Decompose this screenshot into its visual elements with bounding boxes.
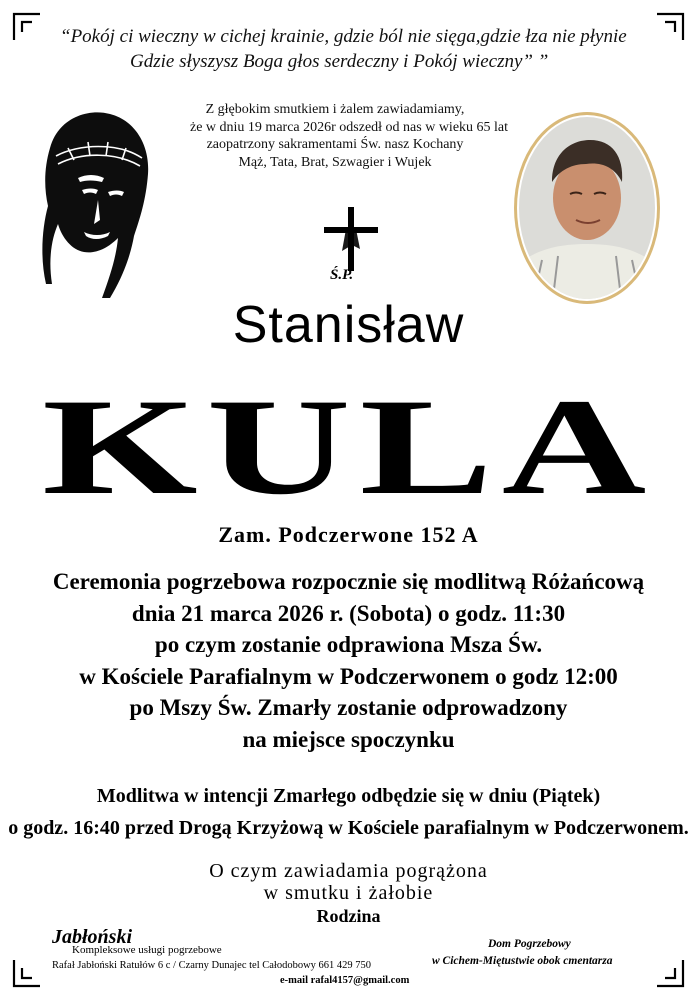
jesus-crown-of-thorns-image <box>38 108 156 300</box>
residence-address: Zam. Podczerwone 152 A <box>218 522 479 547</box>
closing-line-2: w smutku i żałobie <box>263 882 434 904</box>
ceremony-line-2: dnia 21 marca 2026 r. (Sobota) o godz. 11:30 <box>131 600 566 626</box>
deceased-given-name: Stanisław <box>232 296 465 354</box>
ceremony-line-5: po Mszy Św. Zmarły zostanie odprowadzony <box>129 695 568 720</box>
announcement-line-4: Mąż, Tata, Brat, Szwagier i Wujek <box>238 154 432 170</box>
frame-corner-top-right <box>657 14 683 40</box>
quote-line-1: “Pokój ci wieczny w cichej krainie, gdzie ból nie sięga,gdzie łza nie płynie <box>60 26 627 47</box>
announcement-line-2: że w dniu 19 marca 2026r odszedł od nas w wieku 65 lat <box>190 119 509 135</box>
frame-corner-bottom-right <box>657 960 683 986</box>
announcement-line-1: Z głębokim smutkiem i żalem zawiadamiamy, <box>205 102 465 117</box>
prayer-line-1: Modlitwa w intencji Zmarłego odbędzie się w dniu (Piątek) <box>96 785 601 807</box>
announcement-text <box>190 101 509 171</box>
ceremony-line-1: Ceremonia pogrzebowa rozpocznie się modlitwą Różańcową <box>52 569 645 594</box>
frame-corner-top-left <box>14 14 40 40</box>
family-signature: Rodzina <box>316 906 381 926</box>
funeral-home-brand: Jabłoński <box>52 926 133 948</box>
announcement-line-3: zaopatrzony sakramentami Św. nasz Kochany <box>206 137 464 152</box>
prayer-line-2: o godz. 16:40 przed Drogą Krzyżową w Kościele parafialnym w Podczerwonem. <box>8 817 689 839</box>
frame-corner-bottom-left <box>14 960 40 986</box>
closing-text <box>0 860 697 904</box>
ceremony-details <box>0 566 697 755</box>
quote-line-2: Gdzie słyszysz Boga głos serdeczny i Pokój wieczny” ” <box>130 51 549 72</box>
ceremony-line-3: po czym zostanie odprawiona Msza Św. <box>154 632 543 657</box>
funeral-home-tagline: Kompleksowe usługi pogrzebowe <box>72 944 222 956</box>
funeral-home-email: e-mail rafal4157@gmail.com <box>280 975 410 986</box>
ceremony-line-4: w Kościele Parafialnym w Podczerwonem o godz 12:00 <box>79 663 618 689</box>
funeral-house-title: Dom Pogrzebowy <box>488 938 571 950</box>
deceased-portrait-photo <box>512 110 662 306</box>
closing-line-1: O czym zawiadamia pogrążona <box>209 860 488 882</box>
ceremony-line-6: na miejsce spoczynku <box>242 726 455 752</box>
prayer-details <box>0 780 697 844</box>
deceased-surname: KULA <box>42 370 655 523</box>
funeral-house-location: w Cichem-Miętustwie obok cmentarza <box>432 955 613 967</box>
sp-abbreviation: Ś.P. <box>330 267 354 283</box>
funeral-home-contact: Rafał Jabłoński Ratułów 6 c / Czarny Dunajec tel Całodobowy 661 429 750 <box>52 960 372 971</box>
